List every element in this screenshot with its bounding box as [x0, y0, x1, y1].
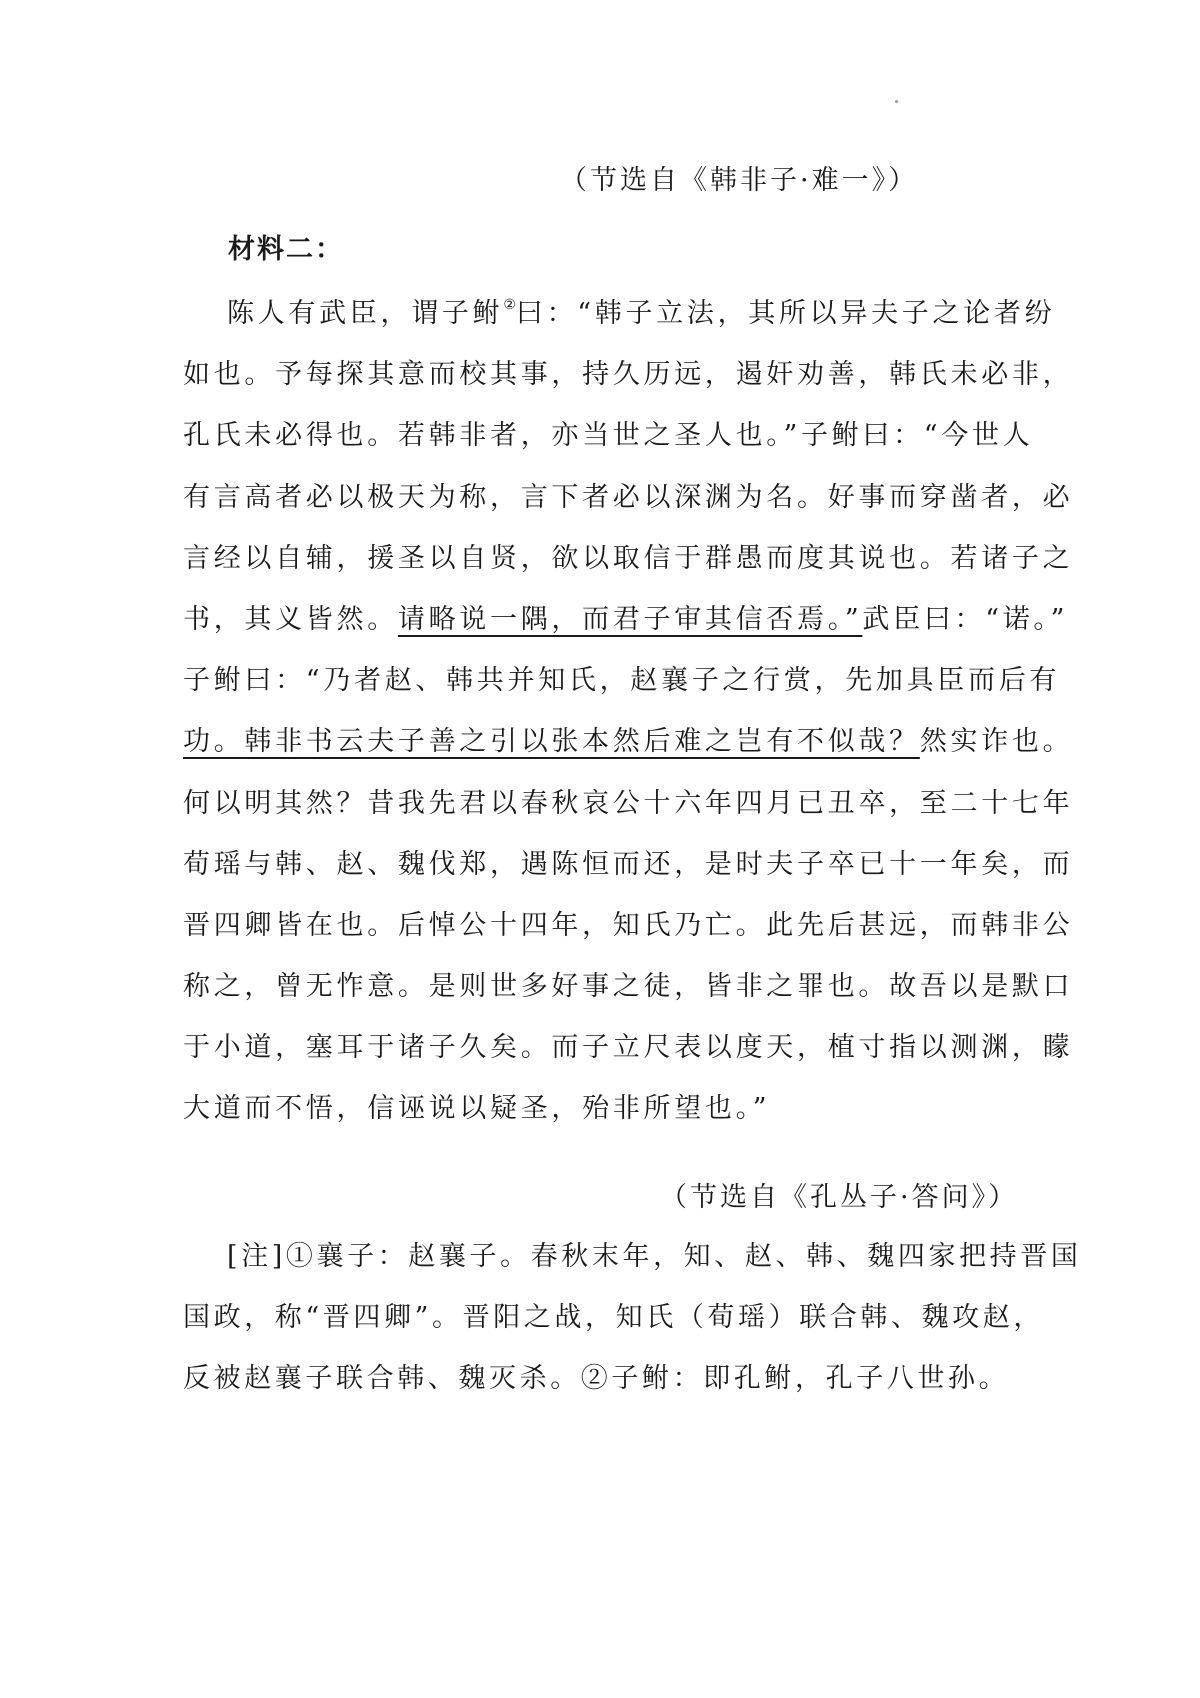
passage-line	[183, 589, 1069, 650]
passage-line: 有言高者必以极天为称，言下者必以深渊为名。好事而穿凿者，必	[183, 481, 1074, 513]
passage-line: 荀瑶与韩、赵、魏伐郑，遇陈恒而还，是时夫子卒已十一年矣，而	[183, 848, 1074, 880]
passage-line: 何以明其然？昔我先君以春秋哀公十六年四月已丑卒，至二十七年	[183, 787, 1074, 819]
note-line: 反被赵襄子联合韩、魏灭杀。②子鲋：即孔鲋，孔子八世孙。	[183, 1363, 1010, 1395]
passage-line	[183, 711, 1074, 772]
passage-line: 于小道，塞耳于诸子久矣。而子立尺表以度天，植寸指以测渊，矇	[183, 1032, 1074, 1064]
underlined-sentence-1: 请略说一隅，而君子审其信否焉。”	[397, 603, 863, 635]
passage-line: 孔氏未必得也。若韩非者，亦当世之圣人也。”子鲋曰：“今世人	[183, 420, 1034, 452]
passage-line: 大道而不悟，信诬说以疑圣，殆非所望也。”	[183, 1093, 771, 1125]
underlined-sentence-2: 功。韩非书云夫子善之引以张本然后难之岂有不似哉？	[183, 726, 920, 758]
footnote-marker: ②	[503, 297, 516, 313]
passage-text-segment: 然实诈也。	[919, 726, 1074, 758]
passage-text-segment: 陈人有武臣，谓子鲋	[227, 298, 504, 329]
passage-text-segment: 武臣曰：“诺。”	[862, 603, 1069, 635]
annotation-notes	[183, 1226, 1082, 1410]
source-citation-hanfeizi: （节选自《韩非子·难一》）	[560, 165, 919, 196]
passage-text	[183, 283, 1074, 1140]
passage-line: 称之，曾无怍意。是则世多好事之徒，皆非之罪也。故吾以是默口	[183, 971, 1074, 1003]
passage-text-segment: 曰：“韩子立法，其所以异夫子之论者纷	[515, 298, 1056, 329]
note-line: [注]①襄子：赵襄子。春秋末年，知、赵、韩、魏四家把持晋国	[227, 1241, 1082, 1272]
page-dot	[895, 100, 898, 103]
passage-line: 子鲋曰：“乃者赵、韩共并知氏，赵襄子之行赏，先加具臣而后有	[183, 665, 1061, 697]
passage-line: 如也。予每探其意而校其事，持久历远，遏奸劝善，韩氏未必非，	[183, 359, 1074, 391]
passage-text-segment: 书，其义皆然。	[183, 603, 398, 635]
passage-line	[183, 283, 1056, 344]
material-two-heading: 材料二：	[228, 234, 344, 265]
note-line: 国政，称“晋四卿”。晋阳之战，知氏（荀瑶）联合韩、魏攻赵，	[183, 1302, 1045, 1334]
source-citation-kongcongzi: （节选自《孔丛子·答问》）	[660, 1182, 1019, 1213]
passage-line: 言经以自辅，援圣以自贤，欲以取信于群愚而度其说也。若诸子之	[183, 542, 1074, 574]
passage-line: 晋四卿皆在也。后悼公十四年，知氏乃亡。此先后甚远，而韩非公	[183, 909, 1074, 941]
